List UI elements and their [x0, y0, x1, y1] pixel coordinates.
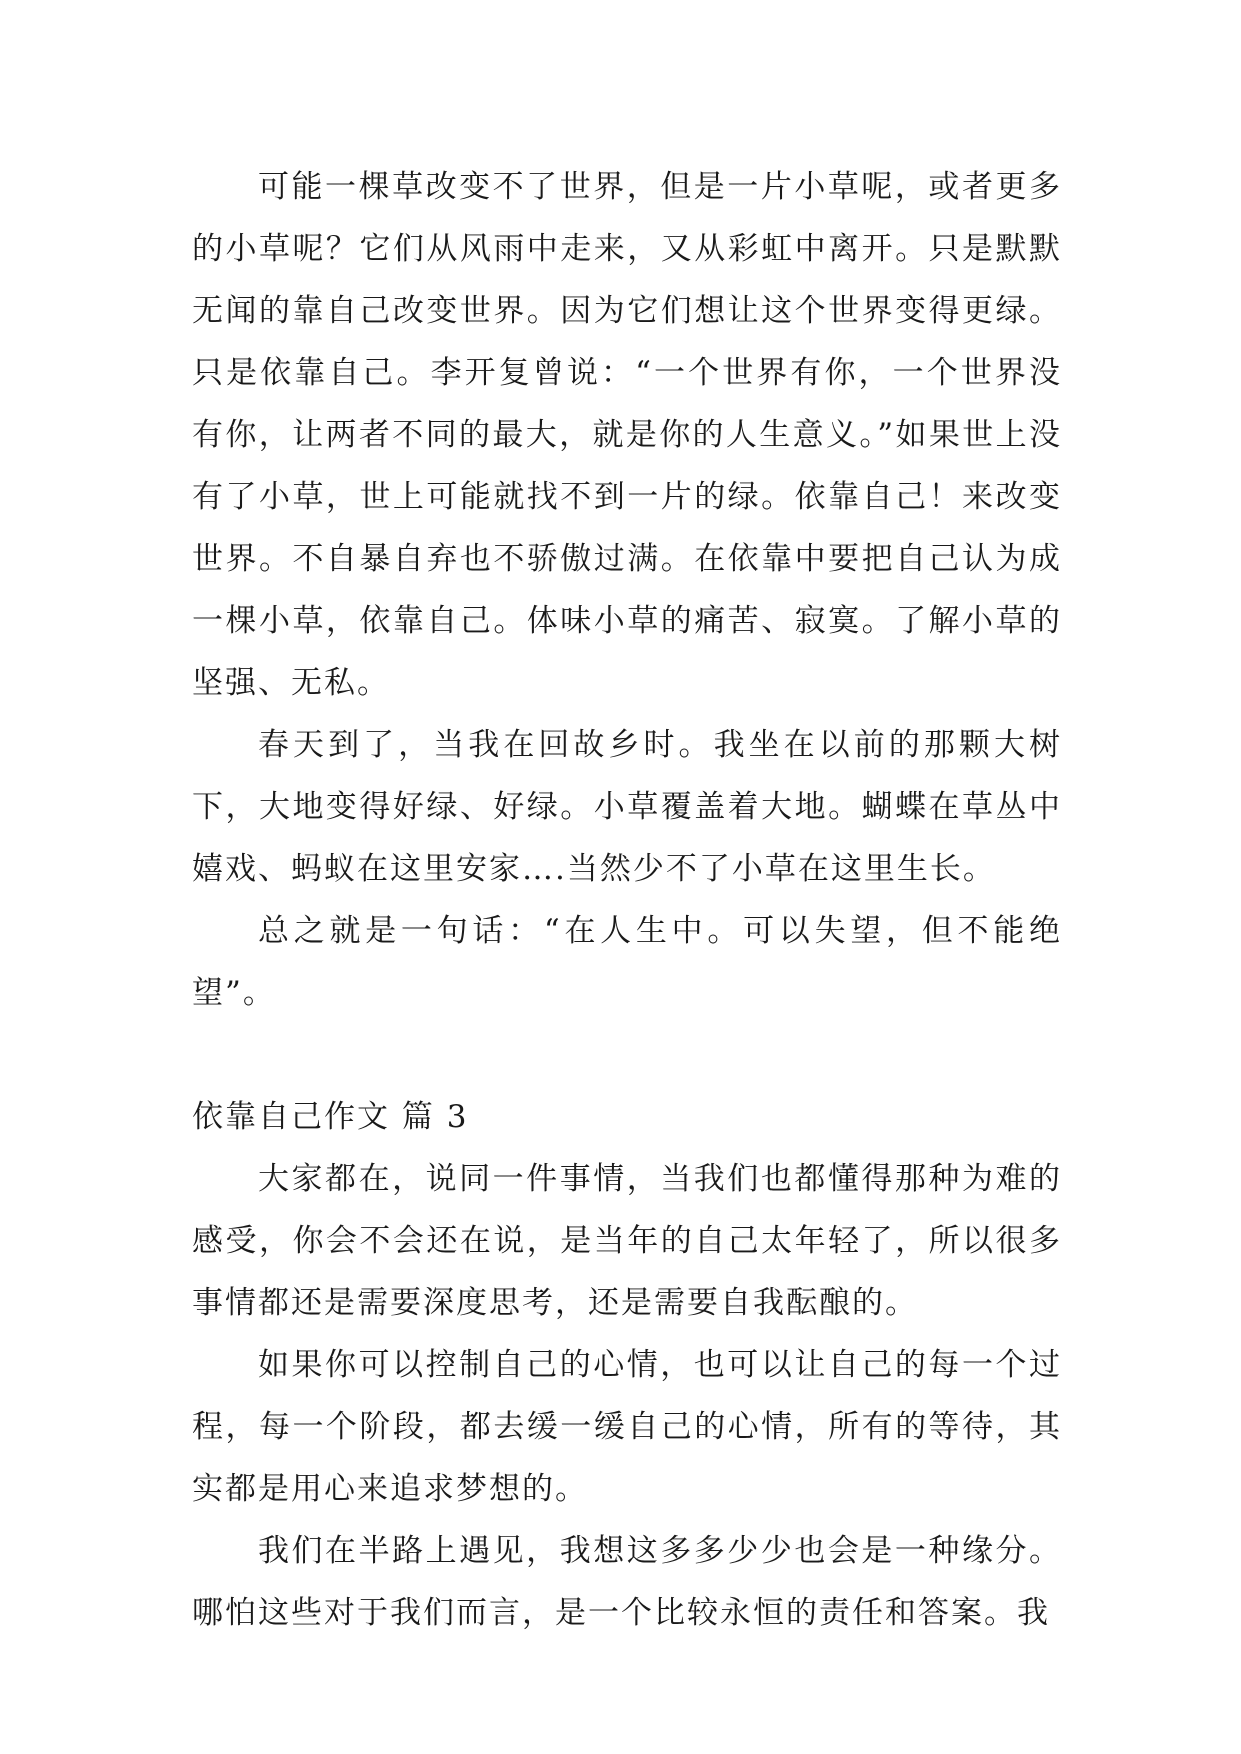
section-heading: 依靠自己作文 篇 3 [192, 1099, 469, 1135]
paragraph-1: 可能一棵草改变不了世界，但是一片小草呢，或者更多的小草呢？它们从风雨中走来，又从彩虹中离开。只是默默无闻的靠自己改变世界。因为它们想让这个世界变得更绿。只是依靠自己。李开复曾说：“一个世界有你，一个世界没有你，让两者不同的最大，就是你的人生意义。”如果世上没有了小草，世上可能就找不到一片的绿。依靠自己！来改变世界。不自暴自弃也不骄傲过满。在依靠中要把自己认为成一棵小草，依靠自己。体味小草的痛苦、寂寞。了解小草的坚强、无私。 [192, 169, 1062, 701]
paragraph-6: 我们在半路上遇见，我想这多多少少也会是一种缘分。哪怕这些对于我们而言，是一个比较永恒的责任和答案。我 [192, 1533, 1062, 1631]
document-body [192, 156, 1062, 1644]
paragraph-5: 如果你可以控制自己的心情，也可以让自己的每一个过程，每一个阶段，都去缓一缓自己的心情，所有的等待，其实都是用心来追求梦想的。 [192, 1347, 1062, 1507]
paragraph-4: 大家都在，说同一件事情，当我们也都懂得那种为难的感受，你会不会还在说，是当年的自己太年轻了，所以很多事情都还是需要深度思考，还是需要自我酝酿的。 [192, 1161, 1062, 1321]
paragraph-2: 春天到了，当我在回故乡时。我坐在以前的那颗大树下，大地变得好绿、好绿。小草覆盖着大地。蝴蝶在草丛中嬉戏、蚂蚁在这里安家….当然少不了小草在这里生长。 [192, 727, 1062, 887]
paragraph-3: 总之就是一句话：“在人生中。可以失望，但不能绝望”。 [192, 913, 1062, 1011]
